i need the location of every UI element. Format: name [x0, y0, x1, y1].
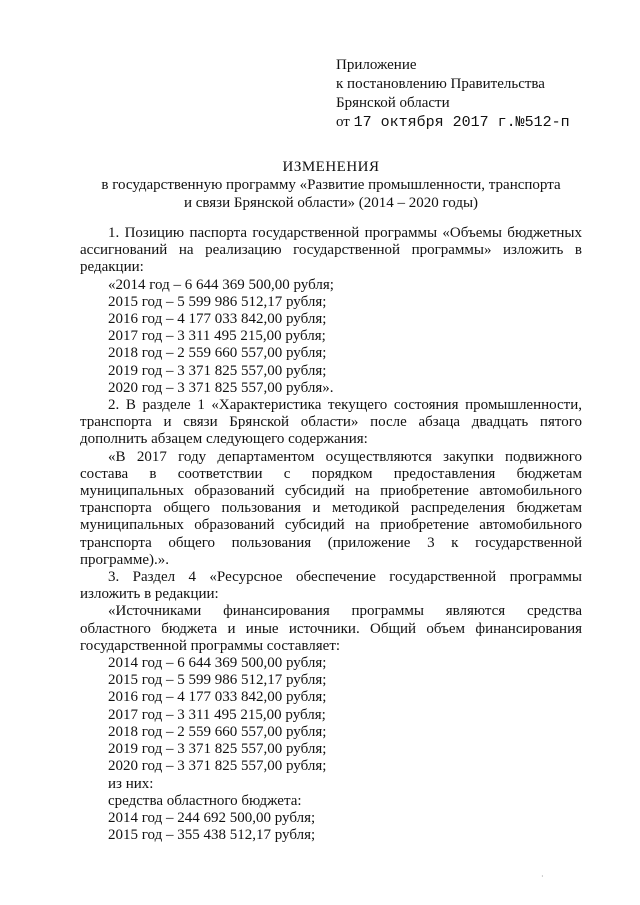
- amount-line: 2015 год – 355 438 512,17 рубля;: [108, 827, 316, 844]
- amount-line: 2014 год – 6 644 369 500,00 рубля;: [108, 655, 327, 672]
- amount-line: 2015 год – 5 599 986 512,17 рубля;: [108, 672, 327, 689]
- document-title: [80, 158, 582, 212]
- title-line-2: и связи Брянской области» (2014 – 2020 годы): [183, 195, 479, 211]
- section-2-quote: «В 2017 году департаментом осуществляются закупки подвижного состава в соответствии с порядком предоставления бюджетам муниципальных образований субсидий на приобретение автомобильного транспорта общего пользования и методикой распределения бюджетам муниципальных образований субсидий на приобретение автомобильного транспорта общего пользования (приложение 3 к государственной программе).».: [80, 448, 582, 568]
- section-3-quote: «Источниками финансирования программы являются средства областного бюджета и иные источники. Общий объем финансирования государственной программы составляет:: [80, 603, 582, 654]
- regional-budget-label: средства областного бюджета:: [108, 792, 302, 809]
- of-them-label: из них:: [108, 775, 154, 792]
- section-3-text: 3. Раздел 4 «Ресурсное обеспечение государственной программы изложить в редакции:: [80, 569, 582, 603]
- appendix-decree: к постановлению Правительства: [336, 76, 545, 92]
- appendix-region: Брянской области: [336, 95, 450, 111]
- appendix-block: [336, 56, 570, 132]
- amount-line: 2018 год – 2 559 660 557,00 рубля;: [108, 723, 327, 740]
- amount-line: 2014 год – 244 692 500,00 рубля;: [108, 809, 316, 826]
- amount-line: 2019 год – 3 371 825 557,00 рубля;: [108, 741, 327, 758]
- appendix-date-line: [336, 113, 570, 132]
- regional-amounts: [80, 810, 582, 844]
- amount-line: 2018 год – 2 559 660 557,00 рубля;: [108, 345, 327, 362]
- amount-line: «2014 год – 6 644 369 500,00 рубля;: [108, 276, 334, 293]
- appendix-title: Приложение: [336, 57, 417, 73]
- date-stamp: 17 октября 2017 г.№512-п: [353, 114, 570, 131]
- title-heading: ИЗМЕНЕНИЯ: [282, 159, 380, 175]
- amount-line: 2020 год – 3 371 825 557,00 рубля».: [108, 379, 334, 396]
- amount-line: 2015 год – 5 599 986 512,17 рубля;: [108, 293, 327, 310]
- amount-line: 2016 год – 4 177 033 842,00 рубля;: [108, 689, 327, 706]
- title-line-1: в государственную программу «Развитие промышленности, транспорта: [101, 177, 561, 193]
- section-1-text: 1. Позицию паспорта государственной программы «Объемы бюджетных ассигнований на реализацию государственной программы» изложить в редакции:: [80, 225, 582, 276]
- amount-line: 2017 год – 3 311 495 215,00 рубля;: [108, 328, 326, 345]
- scan-dot-mark: ·: [541, 872, 544, 881]
- section-1-amounts: [80, 277, 582, 397]
- document-body: [80, 225, 582, 844]
- amount-line: 2019 год – 3 371 825 557,00 рубля;: [108, 362, 327, 379]
- amount-line: 2020 год – 3 371 825 557,00 рубля;: [108, 758, 327, 775]
- amount-line: 2017 год – 3 311 495 215,00 рубля;: [108, 706, 326, 723]
- date-prefix: от: [336, 114, 350, 130]
- section-3-amounts: [80, 655, 582, 775]
- amount-line: 2016 год – 4 177 033 842,00 рубля;: [108, 311, 327, 328]
- section-2-text: 2. В разделе 1 «Характеристика текущего состояния промышленности, транспорта и связи Брянской области» после абзаца двадцать пятого дополнить абзацем следующего содержания:: [80, 397, 582, 448]
